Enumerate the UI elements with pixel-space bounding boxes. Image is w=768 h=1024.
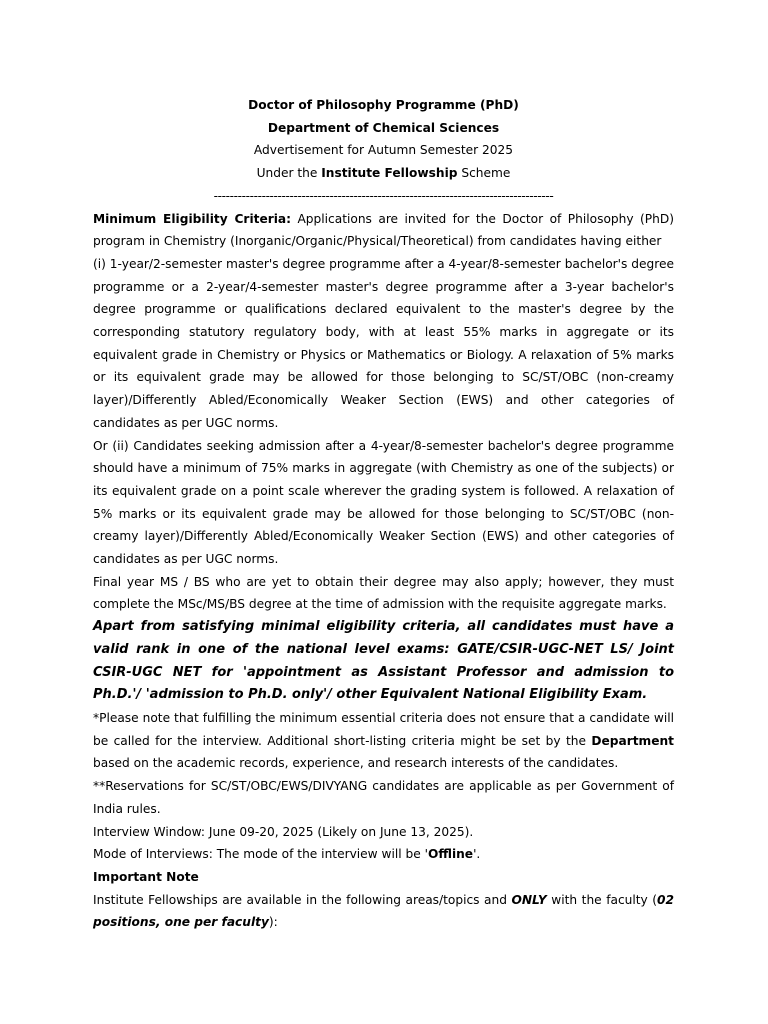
- department-title: Department of Chemical Sciences: [267, 120, 500, 135]
- eligibility-option-1: (i) 1-year/2-semester master's degree programme after a 4-year/8-semester bachelor's degree programme or a 2-year/4-semester master's degree programme after a 3-year bachelor's degree programme or qualifications declared equivalent to the master's degree by the corresponding statutory regulatory body, with at least 55% marks in aggregate or its equivalent grade in Chemistry or Physics or Mathematics or Biology. A relaxation of 5% marks or its equivalent grade may be allowed for those belonging to SC/ST/OBC (non-creamy layer)/Differently Abled/Economically Weaker Section (EWS) and other categories of candidates as per UGC norms.: [93, 256, 674, 430]
- final-year-note: Final year MS / BS who are yet to obtain their degree may also apply; however, they must complete the MSc/MS/BS degree at the time of admission with the requisite aggregate marks.: [93, 574, 674, 612]
- divider: -------------------------------------------------------------------------------------: [213, 188, 554, 203]
- eligibility-option-2: Or (ii) Candidates seeking admission after a 4-year/8-semester bachelor's degree programme should have a minimum of 75% marks in aggregate (with Chemistry as one of the subjects) or its equivalent grade on a point scale wherever the grading system is followed. A relaxation of 5% marks or its equivalent grade may be allowed for those belonging to SC/ST/OBC (non-creamy layer)/Differently Abled/Economically Weaker Section (EWS) and other categories of candidates as per UGC norms.: [93, 438, 674, 567]
- important-note-heading: Important Note: [93, 869, 199, 884]
- scheme-line: Under the Institute Fellowship Scheme: [256, 166, 511, 181]
- eligibility-intro: Minimum Eligibility Criteria: Applications are invited for the Doctor of Philosophy (PhD) program in Chemistry (Inorganic/Organic/Physical/Theoretical) from candidates having either: [93, 211, 674, 249]
- shortlist-note: *Please note that fulfilling the minimum essential criteria does not ensure that a candidate will be called for the interview. Additional short-listing criteria might be set by the Department based on the academic records, experience, and research interests of the candidates.: [93, 710, 674, 771]
- eligibility-label: Minimum Eligibility Criteria:: [93, 211, 291, 226]
- advertisement-title: Advertisement for Autumn Semester 2025: [253, 143, 514, 158]
- important-note-text: Institute Fellowships are available in the following areas/topics and ONLY with the faculty (02 positions, one per faculty):: [93, 892, 675, 930]
- reservations-note: **Reservations for SC/ST/OBC/EWS/DIVYANG candidates are applicable as per Government of India rules.: [93, 779, 674, 816]
- interview-mode: Mode of Interviews: The mode of the interview will be 'Offline'.: [93, 847, 481, 862]
- scheme-name: Institute Fellowship: [321, 166, 458, 181]
- document-page: [93, 94, 674, 934]
- programme-title: Doctor of Philosophy Programme (PhD): [248, 98, 519, 112]
- interview-window: Interview Window: June 09-20, 2025 (Likely on June 13, 2025).: [93, 824, 474, 839]
- exam-requirement: Apart from satisfying minimal eligibility criteria, all candidates must have a valid rank in one of the national level exams: GATE/CSIR-UGC-NET LS/ Joint CSIR-UGC NET for 'appointment as Assistant Professor and admission to Ph.D.'/ 'admission to Ph.D. only'/ other Equivalent National Eligibility Exam.: [93, 619, 674, 703]
